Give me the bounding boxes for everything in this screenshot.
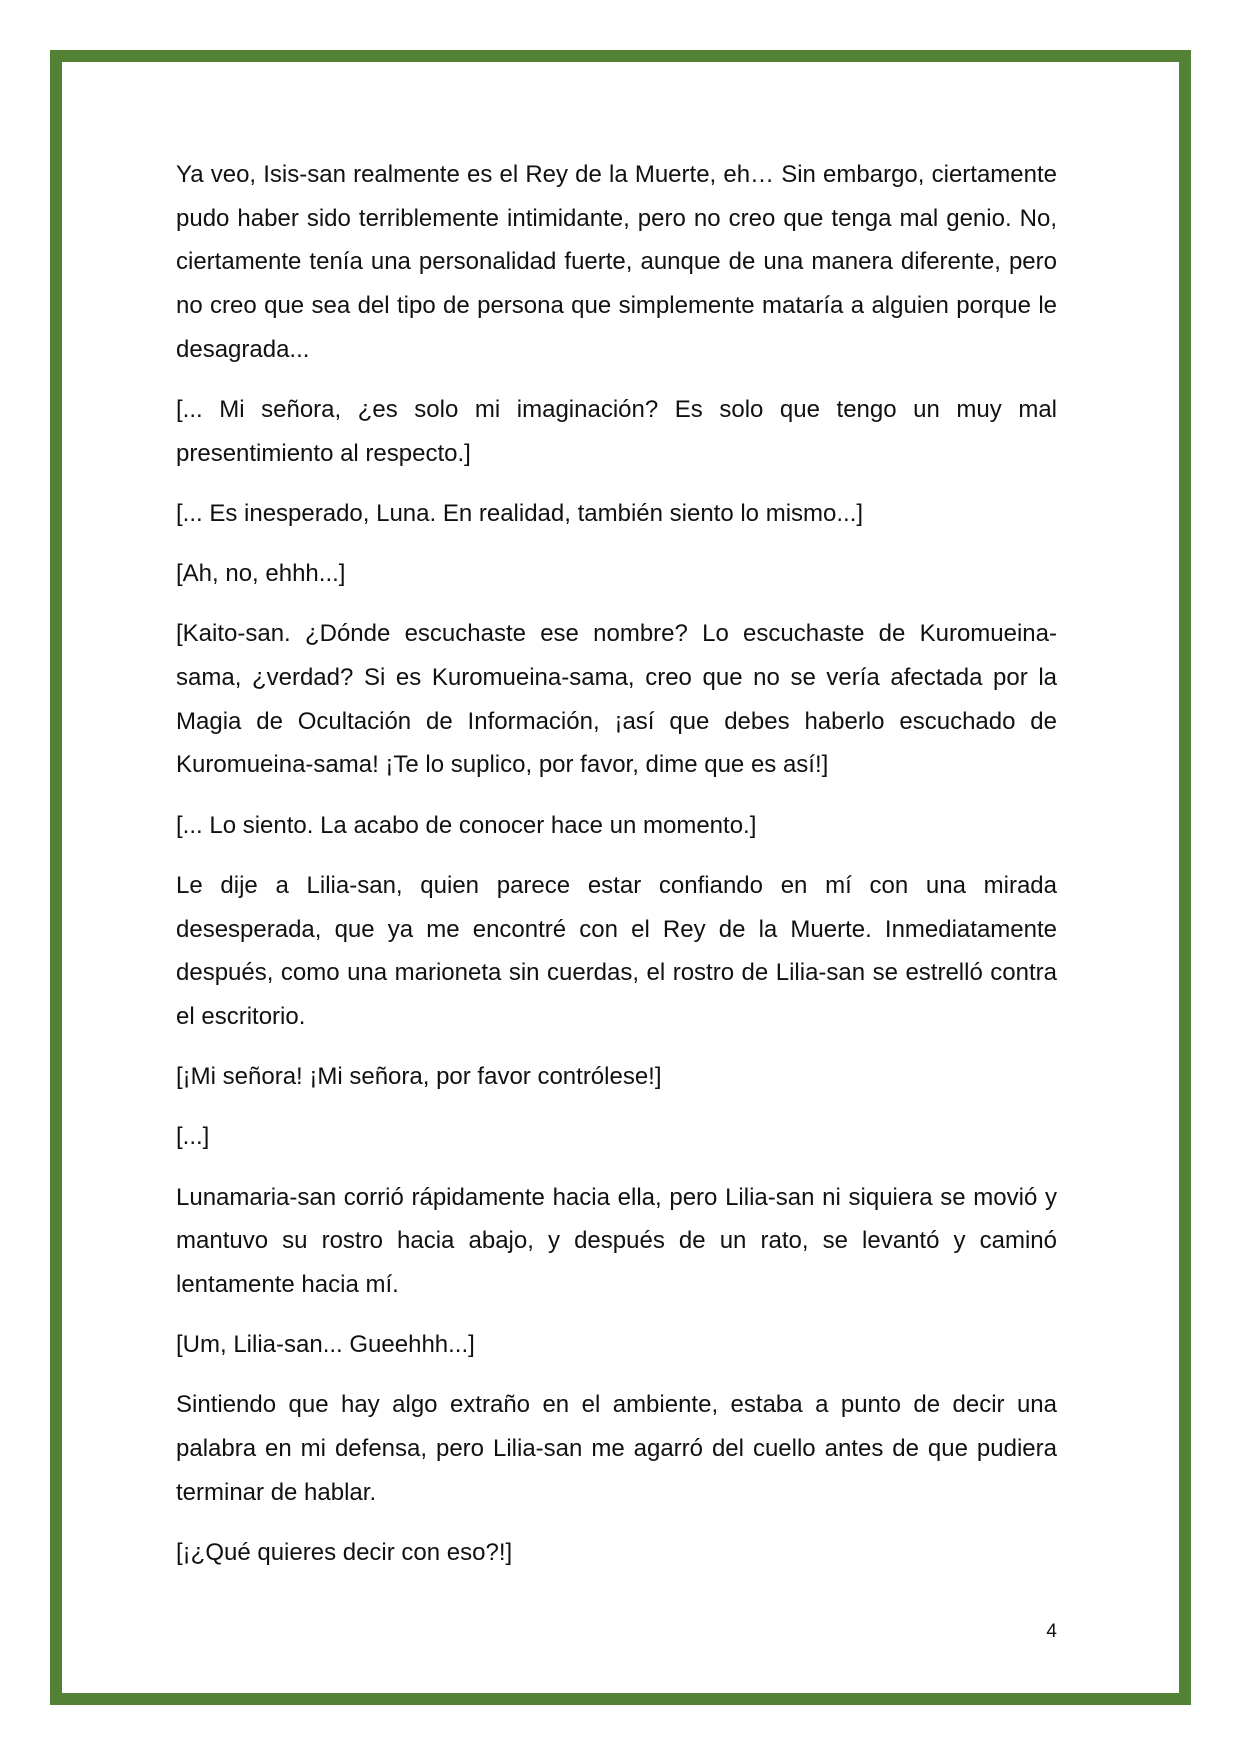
paragraph: [Um, Lilia-san... Gueehhh...] (176, 1331, 475, 1359)
paragraph: [... Lo siento. La acabo de conocer hace un momento.] (176, 811, 757, 839)
paragraph: [... Es inesperado, Luna. En realidad, también siento lo mismo...] (176, 499, 864, 527)
paragraph: Sintiendo que hay algo extraño en el ambiente, estaba a punto de decir una palabra en mi defensa, pero Lilia-san me agarró del cuello antes de que pudiera terminar de hablar. (176, 1391, 1057, 1506)
paragraph: Lunamaria-san corrió rápidamente hacia ella, pero Lilia-san ni siquiera se movió y mantuvo su rostro hacia abajo, y después de un rato, se levantó y caminó lentamente hacia mí. (176, 1183, 1057, 1298)
paragraph: [Kaito-san. ¿Dónde escuchaste ese nombre? Lo escuchaste de Kuromueina-sama, ¿verdad? Si es Kuromueina-sama, creo que no se vería afectada por la Magia de Ocultación de Información, ¡así que debes haberlo escuchado de Kuromueina-sama! ¡Te lo suplico, por favor, dime que es así!] (176, 620, 1057, 779)
paragraph: [¡¿Qué quieres decir con eso?!] (176, 1538, 513, 1566)
page-number: 4 (1046, 1621, 1057, 1642)
paragraph: Ya veo, Isis-san realmente es el Rey de la Muerte, eh… Sin embargo, ciertamente pudo haber sido terriblemente intimidante, pero no creo que tenga mal genio. No, ciertamente tenía una personalidad fuerte, aunque de una manera diferente, pero no creo que sea del tipo de persona que simplemente mataría a alguien porque le desagrada... (176, 161, 1057, 363)
paragraph: [... Mi señora, ¿es solo mi imaginación? Es solo que tengo un muy mal presentimiento al respecto.] (176, 396, 1057, 467)
paragraph: [¡Mi señora! ¡Mi señora, por favor contrólese!] (176, 1063, 662, 1091)
paragraph: Le dije a Lilia-san, quien parece estar confiando en mí con una mirada desesperada, que ya me encontré con el Rey de la Muerte. Inmediatamente después, como una marioneta sin cuerdas, el rostro de Lilia-san se estrelló contra el escritorio. (176, 871, 1057, 1030)
paragraph: [...] (176, 1123, 210, 1151)
document-body (176, 153, 1057, 1591)
paragraph: [Ah, no, ehhh...] (176, 560, 346, 588)
